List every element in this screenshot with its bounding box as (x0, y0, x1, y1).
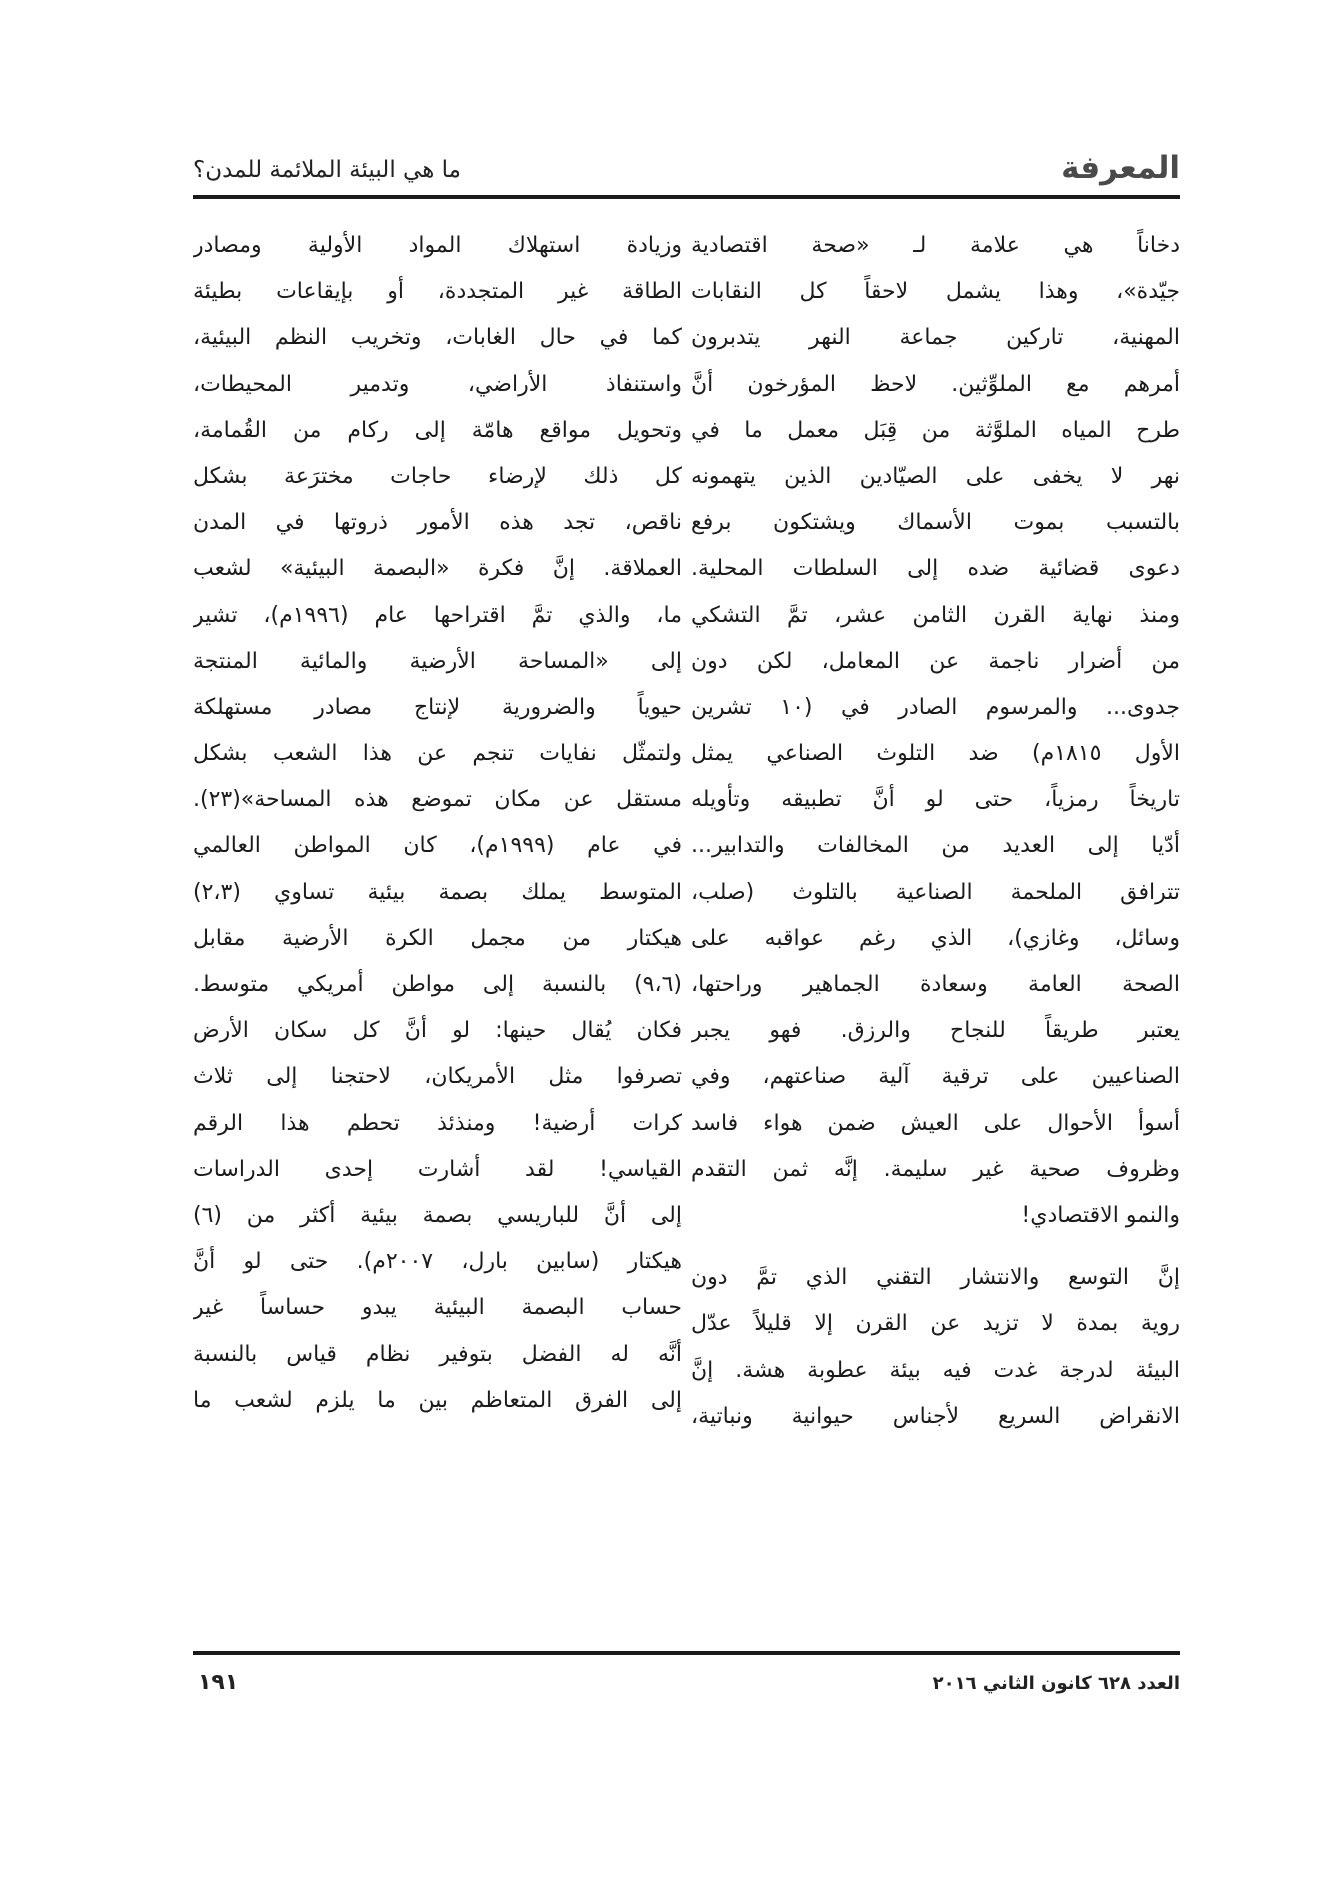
text-line: ما، والذي تمَّ اقتراحها عام (١٩٩٦م)، تشير (193, 602, 682, 628)
text-line: هيكتار (سابين بارل، ٢٠٠٧م). حتى لو أنَّ (193, 1249, 682, 1275)
text-line: أسوأ الأحوال على العيش ضمن هواء فاسد (691, 1110, 1180, 1136)
text-line: الصحة العامة وسعادة الجماهير وراحتها، (691, 972, 1180, 997)
text-line: دعوى قضائية ضده إلى السلطات المحلية. (691, 556, 1180, 582)
text-line: كما في حال الغابات، وتخريب النظم البيئية، (193, 325, 682, 351)
text-line: الطاقة غير المتجددة، أو بإيقاعات بطيئة (193, 279, 682, 305)
text-line: مستقل عن مكان تموضع هذه المساحة»(٢٣). (193, 787, 682, 813)
text-line: والنمو الاقتصادي! (1021, 1202, 1180, 1228)
text-line: روية بمدة لا تزيد عن القرن إلا قليلاً عدّل (691, 1311, 1180, 1337)
text-line: وزيادة استهلاك المواد الأولية ومصادر (193, 233, 682, 258)
page-number: ١٩١ (198, 1670, 239, 1695)
text-column-left (193, 223, 682, 1424)
page-header (193, 145, 1180, 191)
text-line: أنَّه له الفضل بتوفير نظام قياس بالنسبة (193, 1341, 682, 1367)
text-line: القياسي! لقد أشارت إحدى الدراسات (193, 1156, 682, 1182)
text-line: تاريخاً رمزياً، حتى لو أنَّ تطبيقه وتأويله (691, 787, 1180, 813)
text-line: دخاناً هي علامة لـ «صحة اقتصادية (691, 233, 1180, 258)
text-line: وتحويل مواقع هامّة إلى ركام من القُمامة، (193, 417, 682, 443)
text-line: وسائل، وغازي)، الذي رغم عواقبه على (691, 925, 1180, 951)
text-line: كل ذلك لإرضاء حاجات مخترَعة بشكل (193, 463, 682, 489)
text-line: البيئة لدرجة غدت فيه بيئة عطوبة هشة. إنَّ (691, 1357, 1180, 1383)
text-line: المهنية، تاركين جماعة النهر يتدبرون (691, 325, 1180, 351)
running-title: ما هي البيئة الملائمة للمدن؟ (193, 157, 461, 183)
text-line: العملاقة. إنَّ فكرة «البصمة البيئية» لشعب (193, 556, 682, 582)
text-line: تصرفوا مثل الأمريكان، لاحتجنا إلى ثلاث (193, 1064, 682, 1090)
text-line: الانقراض السريع لأجناس حيوانية ونباتية، (691, 1403, 1180, 1429)
text-line: المتوسط يملك بصمة بيئية تساوي (٢،٣) (193, 879, 682, 905)
issue-info: العدد ٦٢٨ كانون الثاني ٢٠١٦ (932, 1673, 1180, 1694)
text-line: في عام (١٩٩٩م)، كان المواطن العالمي (193, 833, 682, 859)
text-line: أدّيا إلى العديد من المخالفات والتدابير... (691, 833, 1180, 859)
text-line: حساب البصمة البيئية يبدو حساساً غير (193, 1295, 682, 1321)
text-line: حيوياً والضرورية لإنتاج مصادر مستهلكة (193, 694, 682, 720)
text-line: إنَّ التوسع والانتشار التقني الذي تمَّ دون (691, 1265, 1180, 1291)
text-line: طرح المياه الملوَّثة من قِبَل معمل ما في (691, 417, 1180, 443)
text-line: وظروف صحية غير سليمة. إنَّه ثمن التقدم (691, 1156, 1180, 1182)
text-line: هيكتار من مجمل الكرة الأرضية مقابل (193, 925, 682, 951)
text-line: فكان يُقال حينها: لو أنَّ كل سكان الأرض (193, 1018, 682, 1044)
text-line: إلى الفرق المتعاظم بين ما يلزم لشعب ما (193, 1387, 682, 1413)
text-line: ناقص، تجد هذه الأمور ذروتها في المدن (193, 510, 682, 536)
magazine-logo: المعرفة (1061, 150, 1180, 186)
text-line: ومنذ نهاية القرن الثامن عشر، تمَّ التشكي (691, 602, 1180, 628)
text-line: إلى أنَّ للباريسي بصمة بيئية أكثر من (٦) (193, 1202, 682, 1228)
text-line: بالتسبب بموت الأسماك ويشتكون برفع (691, 510, 1180, 536)
text-line: الصناعيين على ترقية آلية صناعتهم، وفي (691, 1064, 1180, 1090)
text-line: نهر لا يخفى على الصيّادين الذين يتهمونه (691, 463, 1180, 489)
text-line: جيّدة»، وهذا يشمل لاحقاً كل النقابات (691, 279, 1180, 305)
text-line: يعتبر طريقاً للنجاح والرزق. فهو يجبر (691, 1018, 1180, 1044)
text-line: جدوى... والمرسوم الصادر في (١٠ تشرين (691, 694, 1180, 720)
header-divider (193, 195, 1180, 199)
text-line: (٩،٦) بالنسبة إلى مواطن أمريكي متوسط. (193, 972, 682, 997)
text-line: ولتمثّل نفايات تنجم عن هذا الشعب بشكل (193, 741, 682, 767)
text-line: إلى «المساحة الأرضية والمائية المنتجة (193, 648, 682, 674)
text-line: واستنفاذ الأراضي، وتدمير المحيطات، (193, 371, 682, 397)
text-line: أمرهم مع الملوِّثين. لاحظ المؤرخون أنَّ (691, 371, 1180, 397)
text-column-right (691, 223, 1180, 1440)
text-line: كرات أرضية! ومنذئذ تحطم هذا الرقم (193, 1110, 682, 1136)
text-line: من أضرار ناجمة عن المعامل، لكن دون (691, 648, 1180, 674)
text-line: تترافق الملحمة الصناعية بالتلوث (صلب، (691, 879, 1180, 905)
footer-divider (193, 1651, 1180, 1655)
text-line: الأول ١٨١٥م) ضد التلوث الصناعي يمثل (691, 741, 1180, 767)
